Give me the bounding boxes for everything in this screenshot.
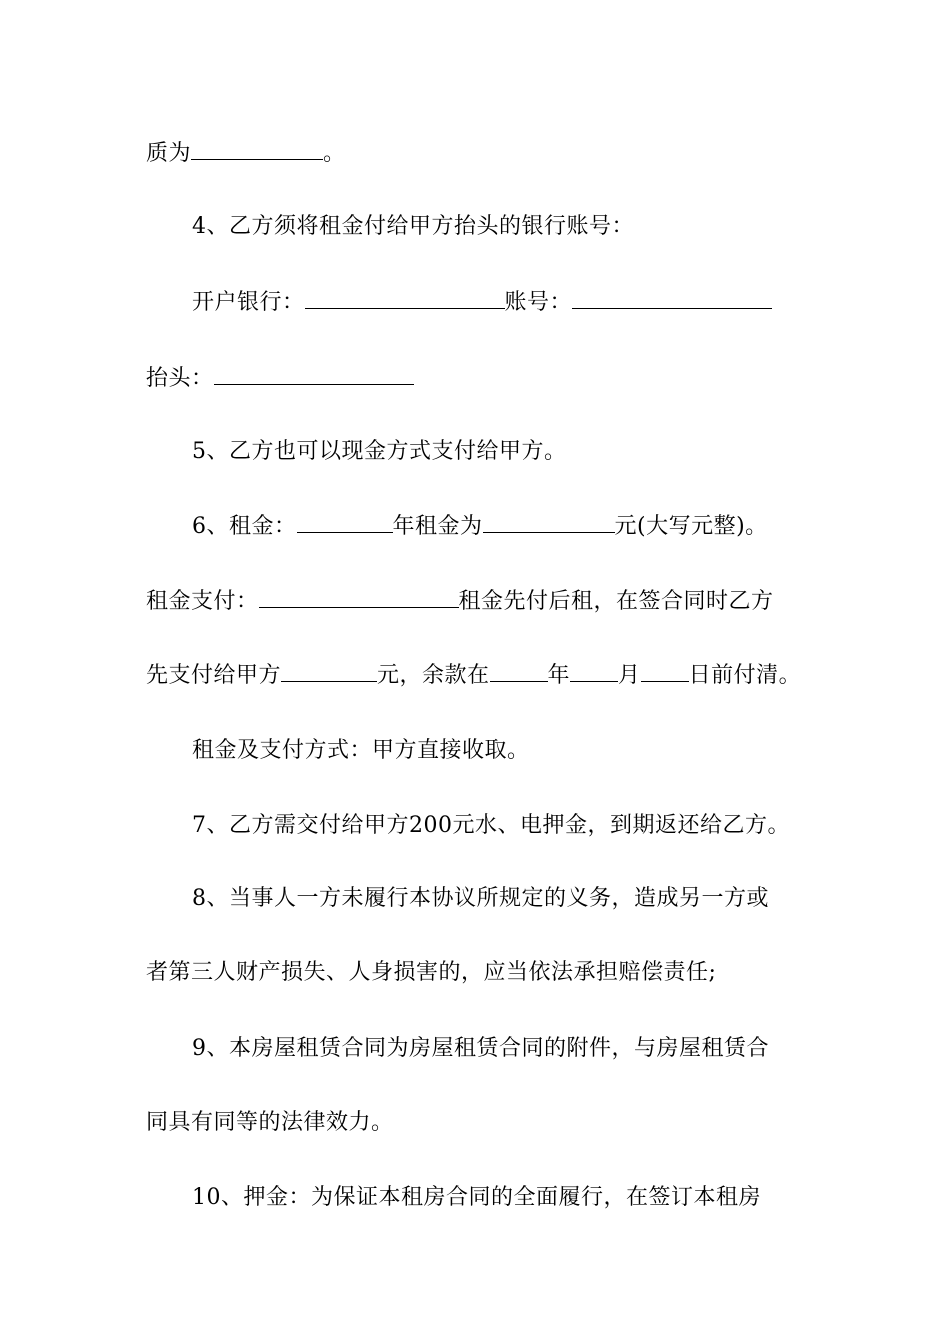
- text-segment: 开户银行：: [192, 290, 305, 315]
- text-line-11: [192, 884, 769, 914]
- text-segment: 先支付给甲方: [146, 663, 282, 688]
- text-segment: 元(大写元整)。: [614, 514, 768, 539]
- fill-blank: [490, 661, 548, 682]
- text-segment: 租金及支付方式：甲方直接收取。: [192, 738, 530, 763]
- text-segment: 质为: [146, 141, 192, 166]
- fill-blank: [572, 288, 772, 309]
- fill-blank: [483, 512, 615, 533]
- text-segment: 者第三人财产损失、人身损害的，应当依法承担赔偿责任;: [146, 960, 717, 985]
- fill-blank: [259, 587, 459, 608]
- text-segment: 元，余款在: [377, 663, 490, 688]
- text-segment: 5、乙方也可以现金方式支付给甲方。: [192, 439, 567, 464]
- text-line-8: [146, 661, 801, 691]
- fill-blank: [570, 661, 618, 682]
- text-line-3: [192, 288, 772, 318]
- text-segment: 抬头：: [146, 366, 214, 391]
- text-segment: 9、本房屋租赁合同为房屋租赁合同的附件，与房屋租赁合: [192, 1036, 769, 1061]
- text-segment: 4、乙方须将租金付给甲方抬头的银行账号：: [192, 214, 634, 239]
- text-line-12: [146, 958, 716, 988]
- text-segment: 租金先付后租，在签合同时乙方: [458, 589, 774, 614]
- text-segment: 月: [618, 663, 641, 688]
- fill-blank: [305, 288, 505, 309]
- fill-blank: [297, 512, 393, 533]
- text-segment: 账号：: [504, 290, 573, 315]
- text-line-1: [146, 139, 346, 169]
- text-segment: 租金支付：: [146, 589, 259, 614]
- text-line-6: [192, 512, 768, 542]
- text-segment: 6、租金：: [192, 514, 297, 539]
- text-segment: 7、乙方需交付给甲方200元水、电押金，到期返还给乙方。: [192, 813, 790, 838]
- text-segment: 。: [323, 141, 346, 166]
- fill-blank: [281, 661, 377, 682]
- text-segment: 8、当事人一方未履行本协议所规定的义务，造成另一方或: [192, 886, 769, 911]
- text-line-14: [146, 1108, 394, 1138]
- text-line-4: [146, 364, 414, 394]
- text-segment: 年租金为: [392, 514, 483, 539]
- fill-blank: [191, 139, 323, 160]
- fill-blank: [214, 364, 414, 385]
- text-line-9: [192, 736, 530, 766]
- text-line-7: [146, 587, 774, 617]
- text-segment: 日前付清。: [688, 663, 802, 688]
- text-line-13: [192, 1034, 769, 1064]
- text-line-10: [192, 811, 790, 841]
- text-line-2: [192, 212, 634, 242]
- text-segment: 同具有同等的法律效力。: [146, 1110, 394, 1135]
- fill-blank: [641, 661, 689, 682]
- text-segment: 10、押金：为保证本租房合同的全面履行，在签订本租房: [192, 1185, 761, 1210]
- text-segment: 年: [547, 663, 571, 688]
- text-line-5: [192, 437, 567, 467]
- text-line-15: [192, 1183, 761, 1213]
